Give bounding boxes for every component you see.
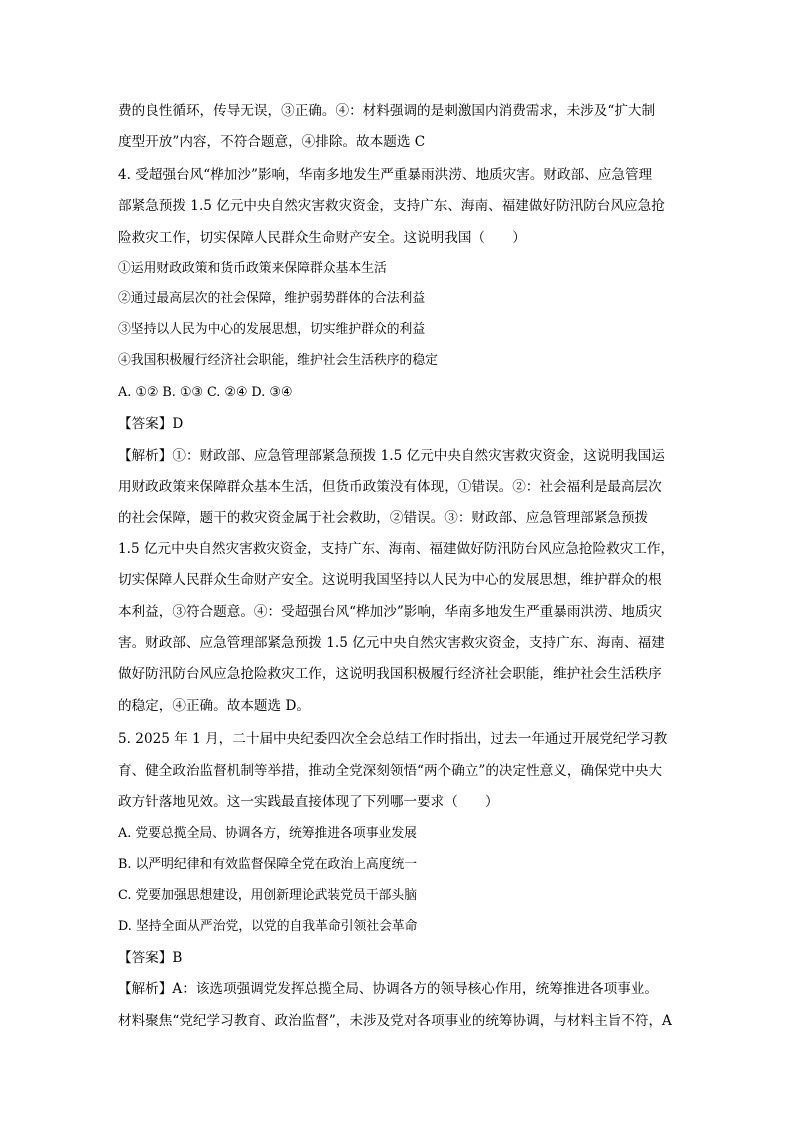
- q5-option-b: B. 以严明纪律和有效监督保障全党在政治上高度统一: [118, 857, 418, 872]
- q5-stem-line-2: 育、健全政治监督机制等举措，推动全党深刻领悟“两个确立”的决定性意义，确保党中央大: [118, 763, 663, 779]
- q4-choices: A. ①② B. ①③ C. ②④ D. ③④: [118, 385, 293, 400]
- q3-explanation-line-2: 度型开放”内容，不符合题意，④排除。故本题选 C: [118, 134, 426, 150]
- q5-option-c: C. 党要加强思想建设，用创新理论武装党员干部头脑: [118, 888, 418, 903]
- q4-explanation-line-9: 的稳定，④正确。故本题选 D。: [118, 698, 310, 714]
- q5-stem-line-3: 政方针落地见效。这一实践最直接体现了下列哪一要求（ ）: [118, 794, 499, 810]
- q5-stem-line-1: 5. 2025 年 1 月，二十届中央纪委四次全会总结工作时指出，过去一年通过开展党纪学习教: [118, 731, 668, 747]
- q4-statement-1: ①运用财政政策和货币政策来保障群众基本生活: [118, 261, 387, 276]
- q4-stem-line-2: 部紧急预拨 1.5 亿元中央自然灾害救灾资金，支持广东、海南、福建做好防汛防台风应急抢: [118, 198, 665, 214]
- q4-explanation-line-2: 用财政政策来保障群众基本生活，但货币政策没有体现，①错误。②：社会福利是最高层次: [118, 479, 662, 495]
- q4-explanation-line-6: 本利益，③符合题意。④：受超强台风“桦加沙”影响，华南多地发生严重暴雨洪涝、地质灾: [118, 604, 663, 620]
- q4-statement-3: ③坚持以人民为中心的发展思想，切实维护群众的利益: [118, 322, 426, 337]
- q4-stem-line-3: 险救灾工作，切实保障人民群众生命财产安全。这说明我国（ ）: [118, 230, 526, 246]
- q5-explanation-line-2: 材料聚焦“党纪学习教育、政治监督”，未涉及党对各项事业的统筹协调，与材料主旨不符，A: [118, 1013, 672, 1029]
- q4-explanation-line-1: 【解析】①：财政部、应急管理部紧急预拨 1.5 亿元中央自然灾害救灾资金，这说明我国运: [118, 448, 665, 464]
- q5-answer: 【答案】B: [118, 950, 183, 966]
- q5-option-a: A. 党要总揽全局、协调各方，统筹推进各项事业发展: [118, 826, 417, 841]
- q4-statement-4: ④我国积极履行经济社会职能，维护社会生活秩序的稳定: [118, 353, 438, 368]
- q4-statement-2: ②通过最高层次的社会保障，维护弱势群体的合法利益: [118, 291, 426, 306]
- q4-explanation-line-8: 做好防汛防台风应急抢险救灾工作，这说明我国积极履行经济社会职能，维护社会生活秩序: [118, 666, 662, 682]
- q5-option-d: D. 坚持全面从严治党，以党的自我革命引领社会革命: [118, 919, 418, 934]
- q4-explanation-line-5: 切实保障人民群众生命财产安全。这说明我国坚持以人民为中心的发展思想，维护群众的根: [118, 572, 662, 588]
- q4-explanation-line-7: 害。财政部、应急管理部紧急预拨 1.5 亿元中央自然灾害救灾资金，支持广东、海南、福建: [118, 635, 665, 651]
- q3-explanation-line-1: 费的良性循环，传导无误，③正确。④：材料强调的是刺激国内消费需求，未涉及“扩大制: [118, 103, 656, 119]
- q4-stem-line-1: 4. 受超强台风“桦加沙”影响，华南多地发生严重暴雨洪涝、地质灾害。财政部、应急管理: [118, 167, 653, 183]
- q5-explanation-line-1: 【解析】A：该选项强调党发挥总揽全局、协调各方的领导核心作用，统筹推进各项事业。: [118, 981, 658, 997]
- q4-explanation-line-4: 1.5 亿元中央自然灾害救灾资金，支持广东、海南、福建做好防汛防台风应急抢险救灾工作，: [118, 541, 675, 557]
- q4-answer: 【答案】D: [118, 416, 184, 432]
- q4-explanation-line-3: 的社会保障，题干的救灾资金属于社会救助，②错误。③：财政部、应急管理部紧急预拨: [118, 510, 649, 526]
